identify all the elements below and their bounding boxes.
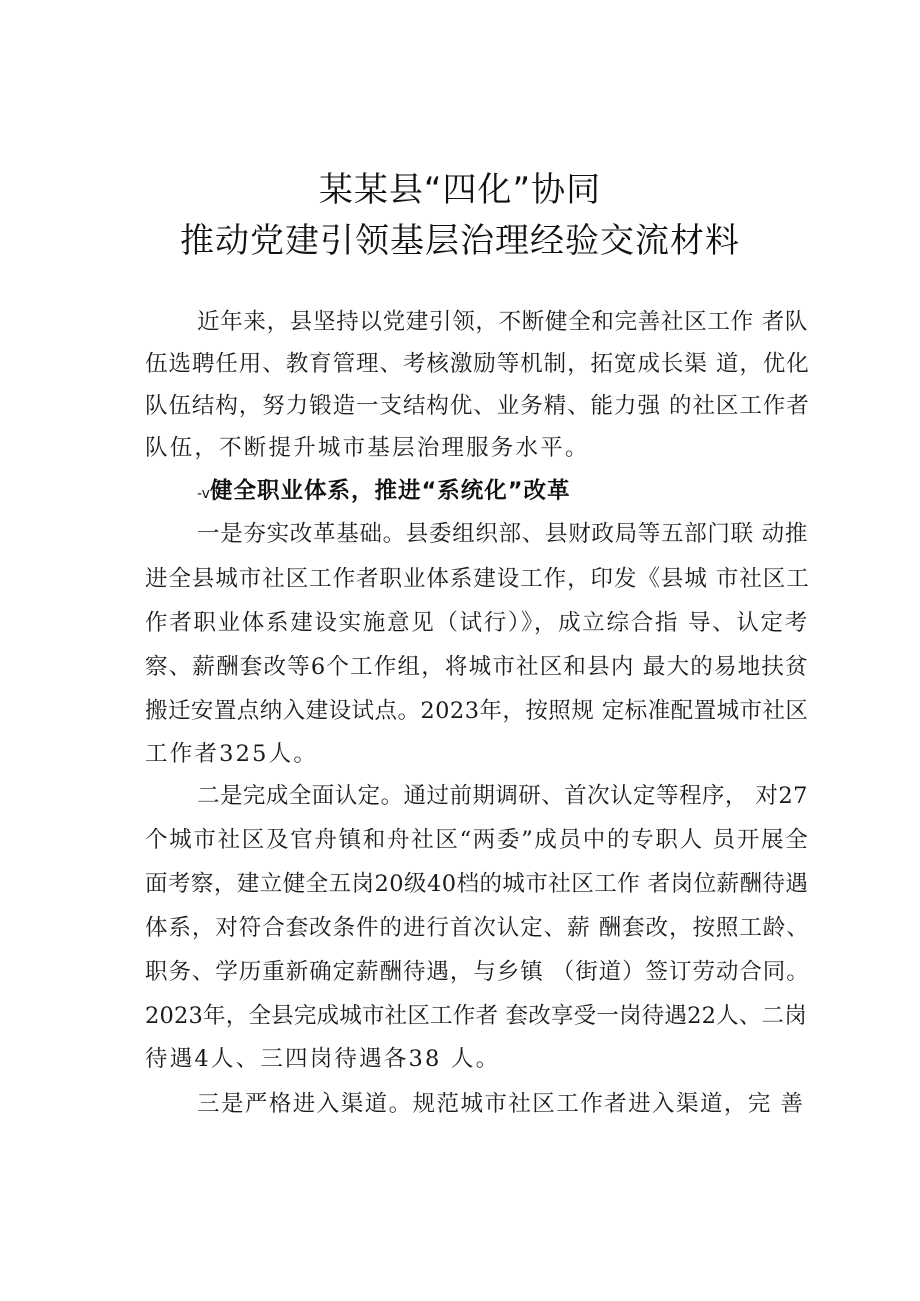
paragraph-one-line: 作者职业体系建设实施意见（试行）》，成立综合指 导、认定考 (145, 610, 809, 636)
paragraph-two-line: 职务、学历重新确定薪酬待遇，与乡镇 （街道）签订劳动合同。 (145, 959, 810, 985)
paragraph-one-line: 工作者325人。 (145, 741, 319, 767)
document-title-line-2: 推动党建引领基层治理经验交流材料 (180, 221, 740, 261)
paragraph-one-line: 搬迁安置点纳入建设试点。2023年，按照规 定标准配置城市社区 (145, 698, 809, 724)
paragraph-two-line: 体系，对符合套改条件的进行首次认定、薪 酬套改，按照工龄、 (145, 915, 810, 941)
paragraph-two-line: 二是完成全面认定。通过前期调研、首次认定等程序， 对27 (197, 783, 808, 809)
intro-line: 队伍，不断提升城市基层治理服务水平。 (145, 435, 590, 461)
intro-line: 队伍结构，努力锻造一支结构优、业务精、能力强 的社区工作者 (145, 393, 810, 419)
paragraph-two-line: 2023年，全县完成城市社区工作者 套改享受一岗待遇22人、二岗 (145, 1003, 807, 1029)
paragraph-one-line: 察、薪酬套改等6个工作组，将城市社区和县内 最大的易地扶贫 (145, 654, 809, 680)
section-heading-text: 健全职业体系，推进“系统化”改革 (209, 478, 571, 504)
paragraph-two-line: 面考察，建立健全五岗20级40档的城市社区工作 者岗位薪酬待遇 (145, 871, 809, 897)
intro-line: 伍选聘任用、教育管理、考核激励等机制，拓宽成长渠 道，优化 (145, 351, 810, 377)
paragraph-one-line: 进全县城市社区工作者职业体系建设工作，印发《县城 市社区工 (145, 566, 810, 592)
document-title-line-1: 某某县“四化”协同 (318, 170, 602, 210)
section-heading (197, 471, 571, 514)
paragraph-one-line: 一是夯实改革基础。县委组织部、县财政局等五部门联 动推 (197, 521, 809, 547)
paragraph-two-line: 待遇4人、三四岗待遇各38 人。 (145, 1046, 501, 1072)
paragraph-two-line: 个城市社区及官舟镇和舟社区“两委”成员中的专职人 员开展全 (145, 827, 810, 853)
intro-line: 近年来，县坚持以党建引领，不断健全和完善社区工作 者队 (197, 309, 809, 335)
paragraph-three-line: 三是严格进入渠道。规范城市社区工作者进入渠道，完 善 (197, 1091, 805, 1117)
section-heading-prefix: -v (197, 486, 210, 502)
